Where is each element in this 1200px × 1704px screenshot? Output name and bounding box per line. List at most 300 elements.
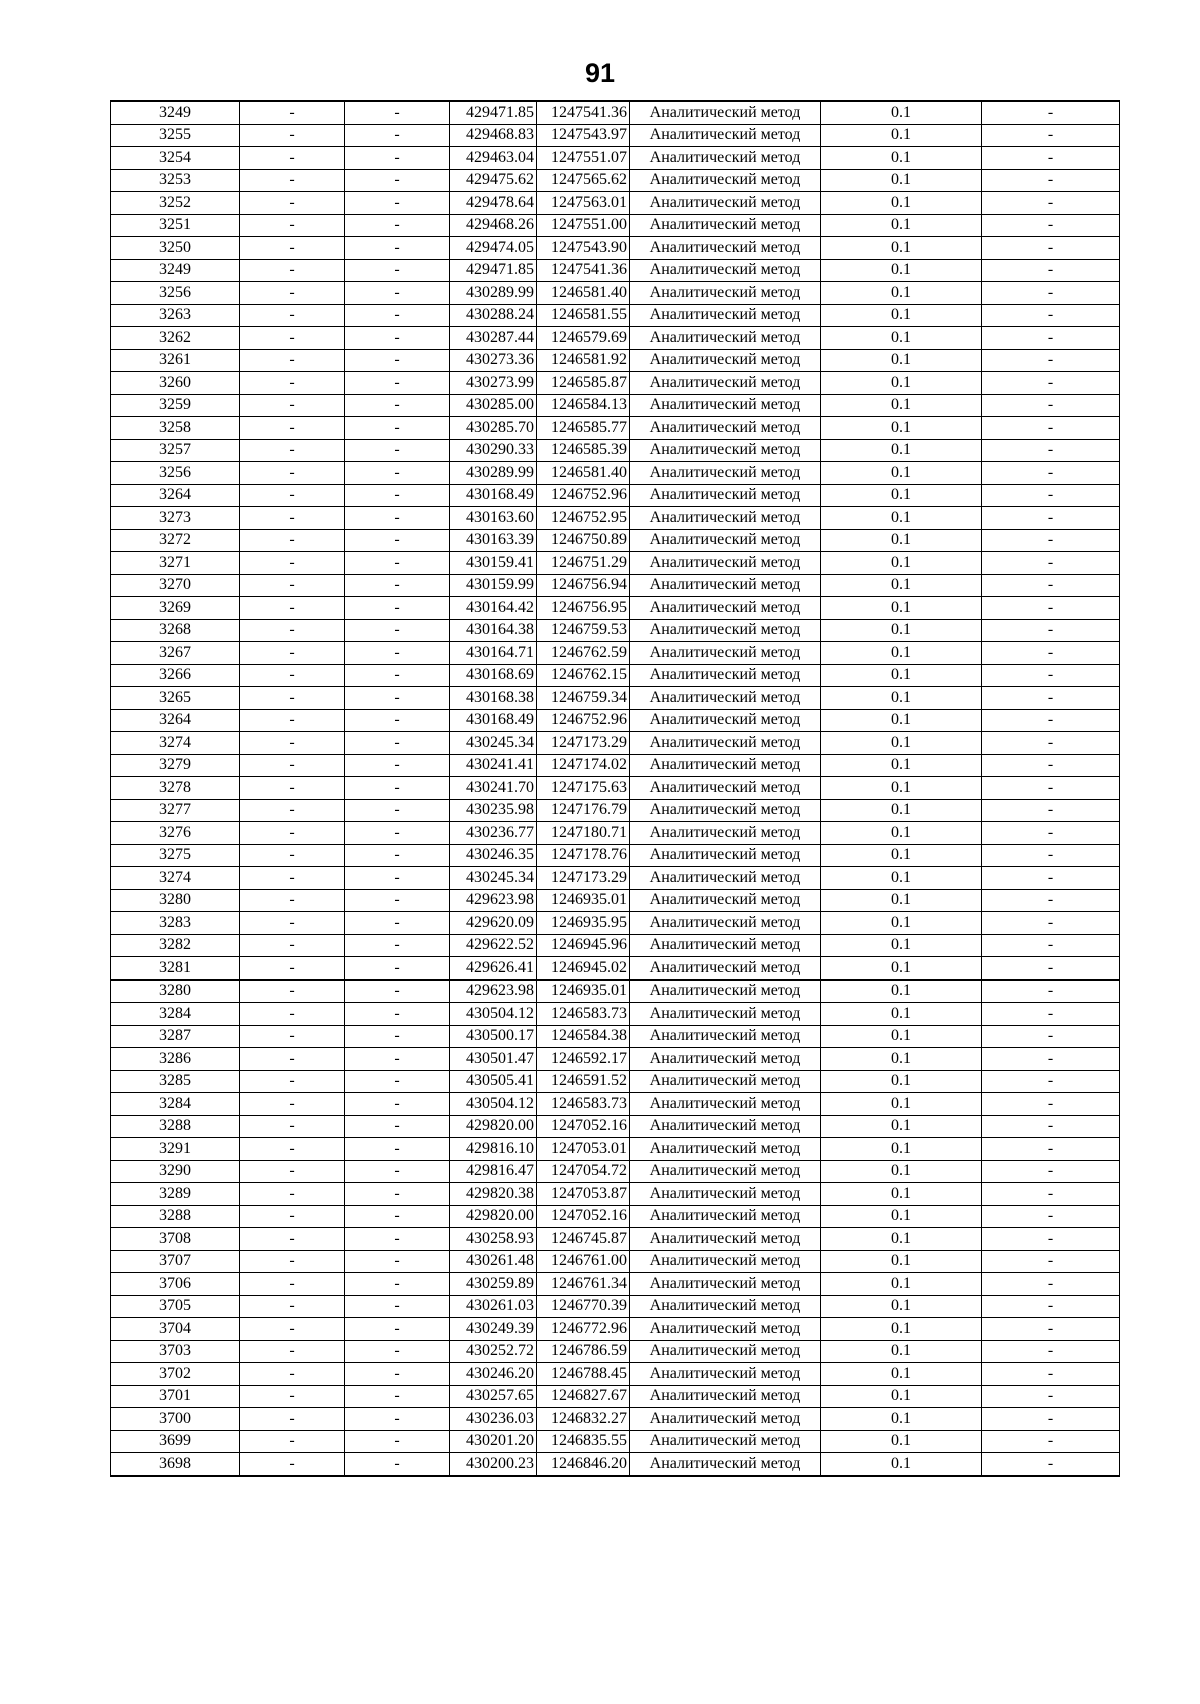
x-coordinate-cell: 430505.41 bbox=[450, 1070, 537, 1093]
page-number: 91 bbox=[584, 58, 616, 88]
method-cell: Аналитический метод bbox=[630, 1070, 821, 1093]
accuracy-cell: 0.1 bbox=[821, 439, 982, 462]
note-cell: - bbox=[982, 574, 1120, 597]
method-cell: Аналитический метод bbox=[630, 169, 821, 192]
point-number-cell: 3271 bbox=[111, 552, 240, 575]
x-coordinate-cell: 430261.03 bbox=[450, 1295, 537, 1318]
empty-cell-2: - bbox=[345, 1048, 450, 1071]
y-coordinate-cell: 1247541.36 bbox=[537, 101, 630, 124]
empty-cell-1: - bbox=[240, 1430, 345, 1453]
method-cell: Аналитический метод bbox=[630, 1295, 821, 1318]
note-cell: - bbox=[982, 1430, 1120, 1453]
point-number-cell: 3275 bbox=[111, 844, 240, 867]
empty-cell-1: - bbox=[240, 214, 345, 237]
method-cell: Аналитический метод bbox=[630, 147, 821, 170]
point-number-cell: 3250 bbox=[111, 237, 240, 260]
note-cell: - bbox=[982, 1138, 1120, 1161]
y-coordinate-cell: 1246935.01 bbox=[537, 889, 630, 912]
accuracy-cell: 0.1 bbox=[821, 552, 982, 575]
y-coordinate-cell: 1246583.73 bbox=[537, 1093, 630, 1116]
point-number-cell: 3251 bbox=[111, 214, 240, 237]
y-coordinate-cell: 1246945.02 bbox=[537, 957, 630, 980]
x-coordinate-cell: 430236.03 bbox=[450, 1408, 537, 1431]
accuracy-cell: 0.1 bbox=[821, 754, 982, 777]
table-row bbox=[111, 1453, 1120, 1476]
method-cell: Аналитический метод bbox=[630, 1003, 821, 1026]
empty-cell-2: - bbox=[345, 889, 450, 912]
y-coordinate-cell: 1247054.72 bbox=[537, 1160, 630, 1183]
table-row bbox=[111, 1025, 1120, 1048]
y-coordinate-cell: 1247563.01 bbox=[537, 192, 630, 215]
table-row bbox=[111, 101, 1120, 124]
y-coordinate-cell: 1246591.52 bbox=[537, 1070, 630, 1093]
note-cell: - bbox=[982, 462, 1120, 485]
accuracy-cell: 0.1 bbox=[821, 124, 982, 147]
empty-cell-1: - bbox=[240, 844, 345, 867]
empty-cell-2: - bbox=[345, 980, 450, 1003]
method-cell: Аналитический метод bbox=[630, 417, 821, 440]
y-coordinate-cell: 1246581.55 bbox=[537, 304, 630, 327]
method-cell: Аналитический метод bbox=[630, 1340, 821, 1363]
table-row bbox=[111, 1003, 1120, 1026]
accuracy-cell: 0.1 bbox=[821, 394, 982, 417]
y-coordinate-cell: 1246770.39 bbox=[537, 1295, 630, 1318]
empty-cell-1: - bbox=[240, 349, 345, 372]
table-row bbox=[111, 597, 1120, 620]
table-row bbox=[111, 822, 1120, 845]
x-coordinate-cell: 430236.77 bbox=[450, 822, 537, 845]
table-row bbox=[111, 1295, 1120, 1318]
empty-cell-1: - bbox=[240, 394, 345, 417]
table-row bbox=[111, 1273, 1120, 1296]
empty-cell-2: - bbox=[345, 799, 450, 822]
point-number-cell: 3288 bbox=[111, 1115, 240, 1138]
table-row bbox=[111, 372, 1120, 395]
method-cell: Аналитический метод bbox=[630, 799, 821, 822]
table-row bbox=[111, 439, 1120, 462]
empty-cell-2: - bbox=[345, 552, 450, 575]
accuracy-cell: 0.1 bbox=[821, 1115, 982, 1138]
method-cell: Аналитический метод bbox=[630, 642, 821, 665]
note-cell: - bbox=[982, 867, 1120, 890]
method-cell: Аналитический метод bbox=[630, 552, 821, 575]
x-coordinate-cell: 430235.98 bbox=[450, 799, 537, 822]
method-cell: Аналитический метод bbox=[630, 349, 821, 372]
accuracy-cell: 0.1 bbox=[821, 912, 982, 935]
method-cell: Аналитический метод bbox=[630, 1363, 821, 1386]
empty-cell-2: - bbox=[345, 1273, 450, 1296]
y-coordinate-cell: 1246583.73 bbox=[537, 1003, 630, 1026]
empty-cell-2: - bbox=[345, 462, 450, 485]
note-cell: - bbox=[982, 1205, 1120, 1228]
y-coordinate-cell: 1246752.96 bbox=[537, 484, 630, 507]
x-coordinate-cell: 430241.41 bbox=[450, 754, 537, 777]
method-cell: Аналитический метод bbox=[630, 327, 821, 350]
empty-cell-1: - bbox=[240, 1363, 345, 1386]
method-cell: Аналитический метод bbox=[630, 732, 821, 755]
empty-cell-1: - bbox=[240, 1408, 345, 1431]
empty-cell-2: - bbox=[345, 372, 450, 395]
empty-cell-2: - bbox=[345, 1093, 450, 1116]
x-coordinate-cell: 430273.99 bbox=[450, 372, 537, 395]
table-row bbox=[111, 1093, 1120, 1116]
y-coordinate-cell: 1246772.96 bbox=[537, 1318, 630, 1341]
y-coordinate-cell: 1247053.87 bbox=[537, 1183, 630, 1206]
x-coordinate-cell: 429623.98 bbox=[450, 889, 537, 912]
accuracy-cell: 0.1 bbox=[821, 1093, 982, 1116]
point-number-cell: 3255 bbox=[111, 124, 240, 147]
accuracy-cell: 0.1 bbox=[821, 1160, 982, 1183]
note-cell: - bbox=[982, 1295, 1120, 1318]
note-cell: - bbox=[982, 844, 1120, 867]
method-cell: Аналитический метод bbox=[630, 844, 821, 867]
empty-cell-1: - bbox=[240, 237, 345, 260]
point-number-cell: 3274 bbox=[111, 732, 240, 755]
x-coordinate-cell: 429820.38 bbox=[450, 1183, 537, 1206]
y-coordinate-cell: 1246581.40 bbox=[537, 462, 630, 485]
empty-cell-2: - bbox=[345, 417, 450, 440]
point-number-cell: 3274 bbox=[111, 867, 240, 890]
x-coordinate-cell: 429471.85 bbox=[450, 101, 537, 124]
method-cell: Аналитический метод bbox=[630, 822, 821, 845]
accuracy-cell: 0.1 bbox=[821, 1453, 982, 1476]
empty-cell-1: - bbox=[240, 687, 345, 710]
empty-cell-1: - bbox=[240, 777, 345, 800]
accuracy-cell: 0.1 bbox=[821, 597, 982, 620]
table-row bbox=[111, 214, 1120, 237]
note-cell: - bbox=[982, 327, 1120, 350]
table-row bbox=[111, 192, 1120, 215]
y-coordinate-cell: 1247052.16 bbox=[537, 1115, 630, 1138]
note-cell: - bbox=[982, 980, 1120, 1003]
point-number-cell: 3703 bbox=[111, 1340, 240, 1363]
method-cell: Аналитический метод bbox=[630, 214, 821, 237]
method-cell: Аналитический метод bbox=[630, 1408, 821, 1431]
note-cell: - bbox=[982, 1070, 1120, 1093]
point-number-cell: 3256 bbox=[111, 462, 240, 485]
x-coordinate-cell: 429478.64 bbox=[450, 192, 537, 215]
note-cell: - bbox=[982, 934, 1120, 957]
table-row bbox=[111, 552, 1120, 575]
point-number-cell: 3701 bbox=[111, 1385, 240, 1408]
point-number-cell: 3252 bbox=[111, 192, 240, 215]
empty-cell-1: - bbox=[240, 889, 345, 912]
note-cell: - bbox=[982, 597, 1120, 620]
method-cell: Аналитический метод bbox=[630, 1025, 821, 1048]
note-cell: - bbox=[982, 642, 1120, 665]
point-number-cell: 3281 bbox=[111, 957, 240, 980]
note-cell: - bbox=[982, 1385, 1120, 1408]
table-row bbox=[111, 1115, 1120, 1138]
accuracy-cell: 0.1 bbox=[821, 687, 982, 710]
method-cell: Аналитический метод bbox=[630, 754, 821, 777]
table-row bbox=[111, 574, 1120, 597]
note-cell: - bbox=[982, 124, 1120, 147]
table-row bbox=[111, 349, 1120, 372]
empty-cell-2: - bbox=[345, 912, 450, 935]
method-cell: Аналитический метод bbox=[630, 1183, 821, 1206]
empty-cell-1: - bbox=[240, 1453, 345, 1476]
point-number-cell: 3285 bbox=[111, 1070, 240, 1093]
empty-cell-1: - bbox=[240, 1228, 345, 1251]
empty-cell-1: - bbox=[240, 169, 345, 192]
y-coordinate-cell: 1246751.29 bbox=[537, 552, 630, 575]
accuracy-cell: 0.1 bbox=[821, 259, 982, 282]
y-coordinate-cell: 1247174.02 bbox=[537, 754, 630, 777]
table-row bbox=[111, 1228, 1120, 1251]
x-coordinate-cell: 430261.48 bbox=[450, 1250, 537, 1273]
empty-cell-1: - bbox=[240, 147, 345, 170]
empty-cell-2: - bbox=[345, 934, 450, 957]
y-coordinate-cell: 1247178.76 bbox=[537, 844, 630, 867]
y-coordinate-cell: 1246788.45 bbox=[537, 1363, 630, 1386]
empty-cell-1: - bbox=[240, 574, 345, 597]
x-coordinate-cell: 430164.71 bbox=[450, 642, 537, 665]
method-cell: Аналитический метод bbox=[630, 304, 821, 327]
method-cell: Аналитический метод bbox=[630, 1138, 821, 1161]
empty-cell-2: - bbox=[345, 237, 450, 260]
x-coordinate-cell: 430249.39 bbox=[450, 1318, 537, 1341]
y-coordinate-cell: 1247180.71 bbox=[537, 822, 630, 845]
x-coordinate-cell: 430159.99 bbox=[450, 574, 537, 597]
note-cell: - bbox=[982, 754, 1120, 777]
y-coordinate-cell: 1246592.17 bbox=[537, 1048, 630, 1071]
accuracy-cell: 0.1 bbox=[821, 1340, 982, 1363]
method-cell: Аналитический метод bbox=[630, 1430, 821, 1453]
coordinates-table-body bbox=[111, 101, 1120, 1476]
method-cell: Аналитический метод bbox=[630, 394, 821, 417]
empty-cell-2: - bbox=[345, 664, 450, 687]
y-coordinate-cell: 1246759.53 bbox=[537, 619, 630, 642]
point-number-cell: 3289 bbox=[111, 1183, 240, 1206]
note-cell: - bbox=[982, 1408, 1120, 1431]
y-coordinate-cell: 1247052.16 bbox=[537, 1205, 630, 1228]
accuracy-cell: 0.1 bbox=[821, 507, 982, 530]
x-coordinate-cell: 430163.60 bbox=[450, 507, 537, 530]
table-row bbox=[111, 957, 1120, 980]
note-cell: - bbox=[982, 664, 1120, 687]
point-number-cell: 3249 bbox=[111, 101, 240, 124]
empty-cell-1: - bbox=[240, 664, 345, 687]
note-cell: - bbox=[982, 777, 1120, 800]
method-cell: Аналитический метод bbox=[630, 1385, 821, 1408]
method-cell: Аналитический метод bbox=[630, 439, 821, 462]
empty-cell-2: - bbox=[345, 1340, 450, 1363]
point-number-cell: 3264 bbox=[111, 484, 240, 507]
table-row bbox=[111, 1385, 1120, 1408]
point-number-cell: 3262 bbox=[111, 327, 240, 350]
empty-cell-2: - bbox=[345, 1115, 450, 1138]
table-row bbox=[111, 619, 1120, 642]
empty-cell-1: - bbox=[240, 304, 345, 327]
x-coordinate-cell: 430259.89 bbox=[450, 1273, 537, 1296]
empty-cell-1: - bbox=[240, 507, 345, 530]
y-coordinate-cell: 1246745.87 bbox=[537, 1228, 630, 1251]
method-cell: Аналитический метод bbox=[630, 507, 821, 530]
point-number-cell: 3699 bbox=[111, 1430, 240, 1453]
coordinates-table bbox=[110, 100, 1120, 1477]
empty-cell-2: - bbox=[345, 687, 450, 710]
empty-cell-1: - bbox=[240, 259, 345, 282]
y-coordinate-cell: 1247551.00 bbox=[537, 214, 630, 237]
y-coordinate-cell: 1246759.34 bbox=[537, 687, 630, 710]
table-row bbox=[111, 754, 1120, 777]
empty-cell-2: - bbox=[345, 1138, 450, 1161]
table-row bbox=[111, 777, 1120, 800]
table-row bbox=[111, 934, 1120, 957]
method-cell: Аналитический метод bbox=[630, 980, 821, 1003]
method-cell: Аналитический метод bbox=[630, 664, 821, 687]
note-cell: - bbox=[982, 1160, 1120, 1183]
accuracy-cell: 0.1 bbox=[821, 1070, 982, 1093]
empty-cell-2: - bbox=[345, 169, 450, 192]
empty-cell-1: - bbox=[240, 957, 345, 980]
empty-cell-1: - bbox=[240, 1070, 345, 1093]
point-number-cell: 3261 bbox=[111, 349, 240, 372]
x-coordinate-cell: 430252.72 bbox=[450, 1340, 537, 1363]
note-cell: - bbox=[982, 1183, 1120, 1206]
point-number-cell: 3706 bbox=[111, 1273, 240, 1296]
empty-cell-2: - bbox=[345, 394, 450, 417]
y-coordinate-cell: 1247176.79 bbox=[537, 799, 630, 822]
point-number-cell: 3259 bbox=[111, 394, 240, 417]
method-cell: Аналитический метод bbox=[630, 957, 821, 980]
accuracy-cell: 0.1 bbox=[821, 1318, 982, 1341]
x-coordinate-cell: 429620.09 bbox=[450, 912, 537, 935]
note-cell: - bbox=[982, 282, 1120, 305]
note-cell: - bbox=[982, 372, 1120, 395]
empty-cell-2: - bbox=[345, 1385, 450, 1408]
empty-cell-2: - bbox=[345, 754, 450, 777]
x-coordinate-cell: 430257.65 bbox=[450, 1385, 537, 1408]
empty-cell-1: - bbox=[240, 642, 345, 665]
note-cell: - bbox=[982, 822, 1120, 845]
empty-cell-1: - bbox=[240, 1295, 345, 1318]
empty-cell-1: - bbox=[240, 1003, 345, 1026]
point-number-cell: 3283 bbox=[111, 912, 240, 935]
empty-cell-2: - bbox=[345, 304, 450, 327]
point-number-cell: 3253 bbox=[111, 169, 240, 192]
method-cell: Аналитический метод bbox=[630, 192, 821, 215]
y-coordinate-cell: 1246585.39 bbox=[537, 439, 630, 462]
y-coordinate-cell: 1247543.97 bbox=[537, 124, 630, 147]
note-cell: - bbox=[982, 1453, 1120, 1476]
table-row bbox=[111, 304, 1120, 327]
y-coordinate-cell: 1246584.38 bbox=[537, 1025, 630, 1048]
y-coordinate-cell: 1246935.01 bbox=[537, 980, 630, 1003]
empty-cell-2: - bbox=[345, 1160, 450, 1183]
x-coordinate-cell: 430245.34 bbox=[450, 867, 537, 890]
table-row bbox=[111, 732, 1120, 755]
point-number-cell: 3282 bbox=[111, 934, 240, 957]
table-row bbox=[111, 1183, 1120, 1206]
x-coordinate-cell: 430288.24 bbox=[450, 304, 537, 327]
x-coordinate-cell: 430168.49 bbox=[450, 484, 537, 507]
accuracy-cell: 0.1 bbox=[821, 192, 982, 215]
empty-cell-2: - bbox=[345, 642, 450, 665]
method-cell: Аналитический метод bbox=[630, 484, 821, 507]
method-cell: Аналитический метод bbox=[630, 1093, 821, 1116]
point-number-cell: 3254 bbox=[111, 147, 240, 170]
empty-cell-2: - bbox=[345, 259, 450, 282]
point-number-cell: 3702 bbox=[111, 1363, 240, 1386]
method-cell: Аналитический метод bbox=[630, 237, 821, 260]
x-coordinate-cell: 429471.85 bbox=[450, 259, 537, 282]
table-row bbox=[111, 1250, 1120, 1273]
table-row bbox=[111, 169, 1120, 192]
empty-cell-1: - bbox=[240, 1250, 345, 1273]
empty-cell-1: - bbox=[240, 1340, 345, 1363]
empty-cell-2: - bbox=[345, 619, 450, 642]
empty-cell-1: - bbox=[240, 417, 345, 440]
empty-cell-1: - bbox=[240, 1160, 345, 1183]
y-coordinate-cell: 1247541.36 bbox=[537, 259, 630, 282]
note-cell: - bbox=[982, 1273, 1120, 1296]
point-number-cell: 3276 bbox=[111, 822, 240, 845]
accuracy-cell: 0.1 bbox=[821, 327, 982, 350]
empty-cell-2: - bbox=[345, 507, 450, 530]
empty-cell-1: - bbox=[240, 552, 345, 575]
accuracy-cell: 0.1 bbox=[821, 799, 982, 822]
y-coordinate-cell: 1246585.77 bbox=[537, 417, 630, 440]
note-cell: - bbox=[982, 1025, 1120, 1048]
y-coordinate-cell: 1246761.00 bbox=[537, 1250, 630, 1273]
accuracy-cell: 0.1 bbox=[821, 957, 982, 980]
empty-cell-2: - bbox=[345, 1205, 450, 1228]
empty-cell-2: - bbox=[345, 957, 450, 980]
x-coordinate-cell: 429626.41 bbox=[450, 957, 537, 980]
empty-cell-2: - bbox=[345, 597, 450, 620]
y-coordinate-cell: 1246846.20 bbox=[537, 1453, 630, 1476]
y-coordinate-cell: 1247565.62 bbox=[537, 169, 630, 192]
accuracy-cell: 0.1 bbox=[821, 529, 982, 552]
y-coordinate-cell: 1246945.96 bbox=[537, 934, 630, 957]
y-coordinate-cell: 1246761.34 bbox=[537, 1273, 630, 1296]
accuracy-cell: 0.1 bbox=[821, 574, 982, 597]
empty-cell-1: - bbox=[240, 934, 345, 957]
table-row bbox=[111, 1363, 1120, 1386]
x-coordinate-cell: 429474.05 bbox=[450, 237, 537, 260]
accuracy-cell: 0.1 bbox=[821, 349, 982, 372]
empty-cell-1: - bbox=[240, 732, 345, 755]
accuracy-cell: 0.1 bbox=[821, 732, 982, 755]
empty-cell-2: - bbox=[345, 1228, 450, 1251]
accuracy-cell: 0.1 bbox=[821, 372, 982, 395]
y-coordinate-cell: 1246756.94 bbox=[537, 574, 630, 597]
note-cell: - bbox=[982, 912, 1120, 935]
empty-cell-1: - bbox=[240, 1048, 345, 1071]
x-coordinate-cell: 430168.49 bbox=[450, 709, 537, 732]
accuracy-cell: 0.1 bbox=[821, 1048, 982, 1071]
point-number-cell: 3270 bbox=[111, 574, 240, 597]
accuracy-cell: 0.1 bbox=[821, 664, 982, 687]
x-coordinate-cell: 429622.52 bbox=[450, 934, 537, 957]
y-coordinate-cell: 1247173.29 bbox=[537, 732, 630, 755]
point-number-cell: 3280 bbox=[111, 980, 240, 1003]
point-number-cell: 3257 bbox=[111, 439, 240, 462]
empty-cell-2: - bbox=[345, 192, 450, 215]
method-cell: Аналитический метод bbox=[630, 259, 821, 282]
accuracy-cell: 0.1 bbox=[821, 980, 982, 1003]
empty-cell-1: - bbox=[240, 619, 345, 642]
empty-cell-2: - bbox=[345, 439, 450, 462]
method-cell: Аналитический метод bbox=[630, 1273, 821, 1296]
point-number-cell: 3284 bbox=[111, 1093, 240, 1116]
point-number-cell: 3700 bbox=[111, 1408, 240, 1431]
accuracy-cell: 0.1 bbox=[821, 844, 982, 867]
note-cell: - bbox=[982, 529, 1120, 552]
accuracy-cell: 0.1 bbox=[821, 462, 982, 485]
